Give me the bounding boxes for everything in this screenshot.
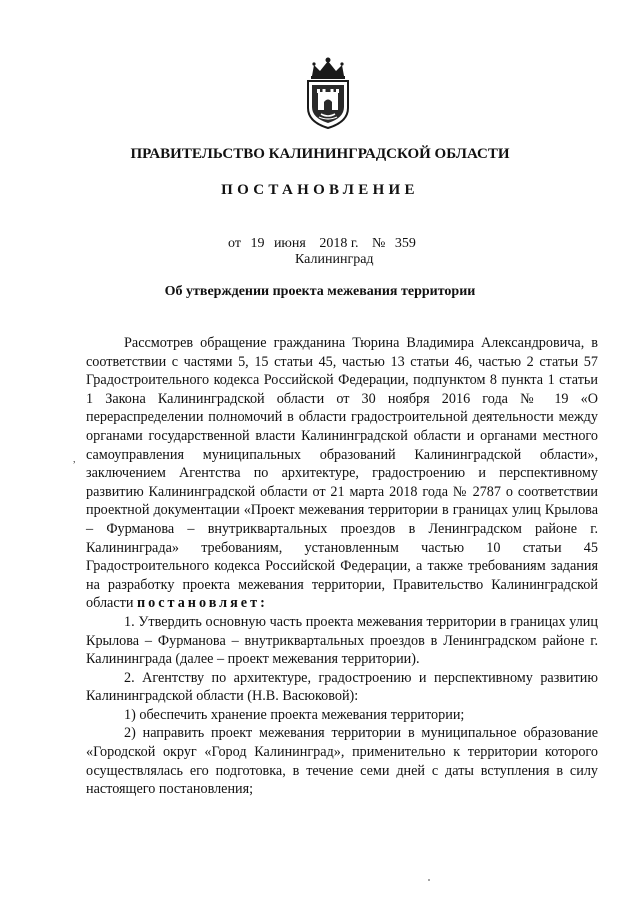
city: Калининград	[295, 252, 374, 267]
number-sign: №	[372, 236, 386, 251]
item-2-2: 2) направить проект межевания территории в муниципальное образование «Городской округ «Город Калининград», применительно к территории которого осуществлялась его подготовка, в течение семи дней с даты вступления в силу настоящего постановления;	[86, 725, 598, 798]
intro-paragraph	[86, 334, 598, 613]
coat-of-arms-emblem	[303, 56, 353, 130]
date-day: 19	[250, 236, 265, 251]
scan-speck	[428, 879, 430, 881]
stray-mark: ,	[73, 454, 76, 465]
date-month: июня	[273, 236, 306, 251]
resolves-word: постановляет:	[136, 595, 268, 612]
date-line	[228, 236, 416, 252]
document-body	[86, 334, 598, 799]
document-subject: Об утверждении проекта межевания территории	[164, 284, 476, 299]
item-1: 1. Утвердить основную часть проекта межевания территории в границах улиц Крылова – Фурманова – внутриквартальных проездов в Ленинградском районе г. Калининграда (далее – проект межевания территории).	[86, 613, 598, 668]
organization-title: ПРАВИТЕЛЬСТВО КАЛИНИНГРАДСКОЙ ОБЛАСТИ	[130, 146, 510, 162]
intro-text: Рассмотрев обращение гражданина Тюрина Владимира Александровича, в соответствии с частями 5, 15 статьи 45, частью 13 статьи 46, частью 2 статьи 57 Градостроительного кодекса Российской Федерации, подпунктом 8 пункта 1 статьи 1 Закона Калининградской области от 30 ноября 2016 года № 19 «О перераспределении полномочий в области градостроительной деятельности между органами государственной власти Калининградской области и органами местного самоуправления муниципальных образований Калининградской области», заключением Агентства по архитектуре, градостроению и перспективному развитию Калининградской области от 21 марта 2018 года № 2787 о соответствии проектной документации «Проект межевания территории в границах улиц Крылова – Фурманова – внутриквартальных проездов в Ленинградском районе г. Калининграда» требованиям, установленным частью 10 статьи 45 Градостроительного кодекса Российской Федерации, а также требованиям задания на разработку проекта межевания территории, Правительство Калининградской области	[86, 335, 598, 612]
item-2: 2. Агентству по архитектуре, градостроению и перспективному развитию Калининградской области (Н.В. Васюковой):	[86, 669, 598, 705]
document-number: 359	[394, 236, 416, 251]
item-2-1: 1) обеспечить хранение проекта межевания территории;	[124, 706, 465, 723]
date-prefix: от	[228, 236, 241, 251]
document-type: ПОСТАНОВЛЕНИЕ	[221, 182, 419, 198]
date-year: 2018 г.	[319, 236, 359, 251]
